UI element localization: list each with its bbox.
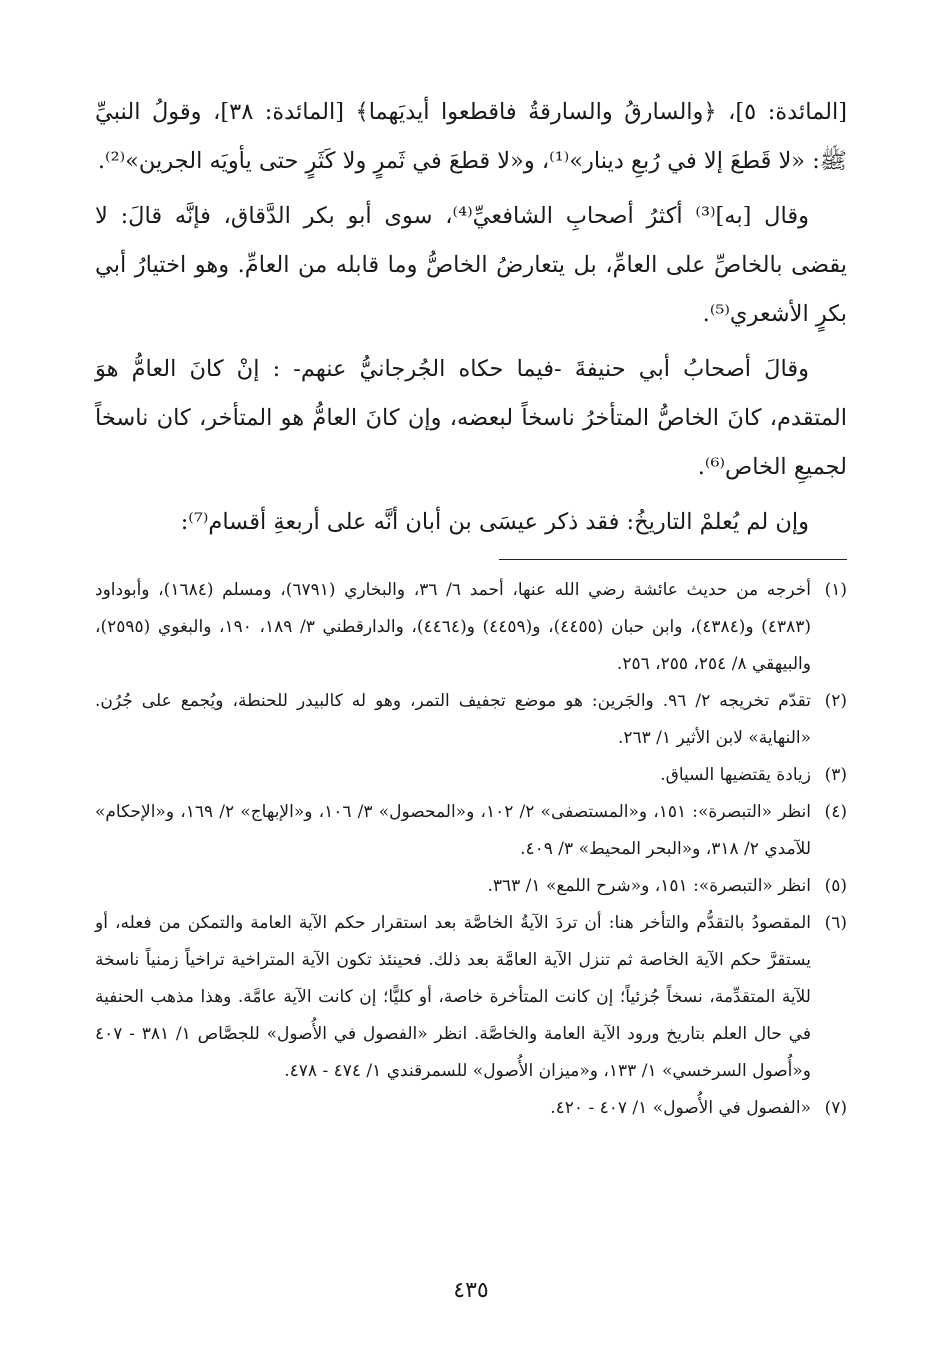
footnote [95, 794, 847, 868]
footnote-number: (٢) [824, 691, 847, 711]
footnotes [95, 572, 847, 1127]
footnote-number: (٦) [824, 913, 847, 933]
paragraph: وقال [به]⁽³⁾ أكثرُ أصحابِ الشافعيِّ⁽⁴⁾، سوى أبو بكر الدَّقاق، فإنَّه قالَ: لا يقضى بالخاصِّ على العامِّ، بل يتعارضُ الخاصُّ وما قابله من العامِّ. وهو اختيارُ أبي بكرٍ الأشعري⁽⁵⁾. [95, 203, 847, 327]
footnote-number: (٣) [824, 765, 847, 785]
footnote-text: انظر «التبصرة»: ١٥١، و«المستصفى» ٢/ ١٠٢، و«المحصول» ٣/ ١٠٦، و«الإبهاج» ٢/ ١٦٩، و«الإحكام» للآمدي ٢/ ٣١٨، و«البحر المحيط» ٣/ ٤٠٩. [95, 802, 811, 859]
footnote [95, 757, 847, 794]
footnote-text: زيادة يقتضيها السياق. [660, 765, 811, 785]
footnote-text: تقدّم تخريجه ٢/ ٩٦. والجَرين: هو موضع تجفيف التمر، وهو له كالبيدر للحنطة، ويُجمع على جُرُن. «النهاية» لابن الأثير ١/ ٢٦٣. [95, 691, 811, 748]
footnote-text: انظر «التبصرة»: ١٥١، و«شرح اللمع» ١/ ٣٦٣. [487, 876, 811, 896]
book-page [95, 88, 847, 1348]
footnote-text: المقصودُ بالتقدُّم والتأخر هنا: أن تردَ الآيةُ الخاصَّة بعد استقرار حكم الآية العامة والتمكن من فعله، أو يستقرَّ حكم الآية الخاصة ثم تنزل الآية العامَّة بعد ذلك. فحينئذ تكون الآية المتراخية تراخياً زمنياً ناسخة للآية المتقدِّمة، نسخاً جُزئياً؛ إن كانت المتأخرة خاصة، أو كليًّا؛ إن كانت الآية عامَّة. وهذا مذهب الحنفية في حال العلم بتاريخ ورود الآية العامة والخاصَّة. انظر «الفصول في الأُصول» للجصَّاص ١/ ٣٨١ - ٤٠٧ و«أُصول السرخسي» ١/ ١٣٣، و«ميزان الأُصول» للسمرقندي ١/ ٤٧٤ - ٤٧٨. [95, 913, 811, 1081]
footnote-number: (١) [824, 580, 848, 600]
footnote-number: (٧) [824, 1098, 847, 1118]
footnote-text: أخرجه من حديث عائشة رضي الله عنها، أحمد ٦/ ٣٦، والبخاري (٦٧٩١)، ومسلم (١٦٨٤)، وأبوداود (٤٣٨٣) و(٤٣٨٤)، وابن حبان (٤٤٥٥)، و(٤٤٥٩) و(٤٤٦٤)، والدارقطني ٣/ ١٨٩، ١٩٠، والبغوي (٢٥٩٥)، والبيهقي ٨/ ٢٥٤، ٢٥٥، ٢٥٦. [95, 580, 812, 674]
footnote [95, 572, 847, 683]
footnote-number: (٥) [824, 876, 847, 896]
paragraph: [المائدة: ٥]، ﴿والسارقُ والسارقةُ فاقطعوا أيديَهما﴾ [المائدة: ٣٨]، وقولُ النبيِّ ﷺ: «لا قَطعَ إلا في رُبعِ دينار»⁽¹⁾، و«لا قطعَ في ثَمرٍ ولا كَثَرٍ حتى يأويَه الجرين»⁽²⁾. [95, 99, 847, 174]
paragraph: وقالَ أصحابُ أبي حنيفةَ -فيما حكاه الجُرجانيُّ عنهم- : إنْ كانَ العامُّ هوَ المتقدم، كانَ الخاصُّ المتأخرُ ناسخاً لبعضه، وإن كانَ العامُّ هو المتأخر، كان ناسخاً لجميعِ الخاص⁽⁶⁾. [95, 356, 847, 480]
footnote [95, 683, 847, 757]
paragraph: وإن لم يُعلمْ التاريخُ: فقد ذكر عيسَى بن أبان أنَّه على أربعةِ أقسام⁽⁷⁾: [180, 509, 809, 535]
footnote-separator [499, 559, 847, 560]
main-text [95, 88, 847, 547]
page-number: ٤٣٥ [453, 1278, 489, 1303]
footnote [95, 868, 847, 905]
footnote-text: «الفصول في الأُصول» ١/ ٤٠٧ - ٤٢٠. [550, 1098, 811, 1118]
footnote [95, 905, 847, 1090]
footnote-number: (٤) [824, 802, 847, 822]
footnote [95, 1090, 847, 1127]
